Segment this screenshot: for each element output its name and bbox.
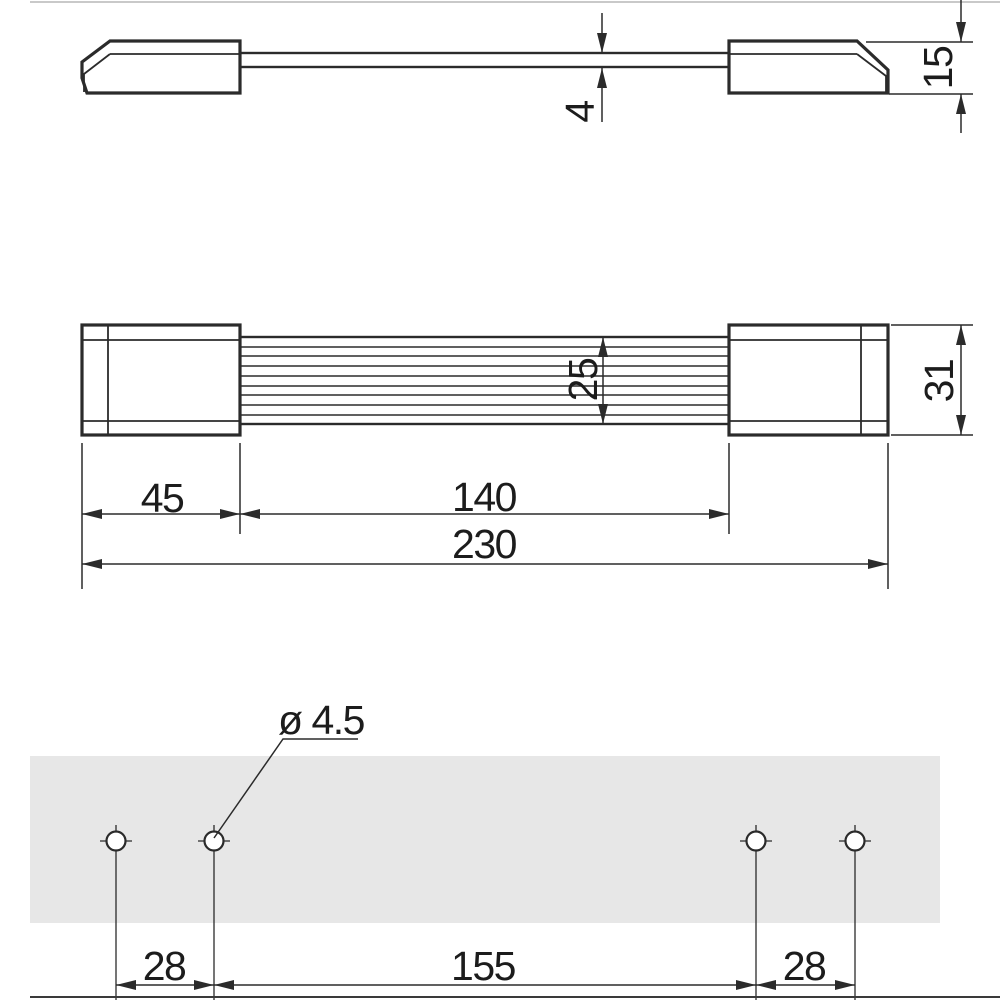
arrow-right-icon: [835, 980, 855, 990]
arrow-down-icon: [956, 415, 966, 435]
dimension-end-cap-length: [82, 475, 240, 521]
grip-section: [240, 337, 729, 424]
arrow-left-icon: [214, 980, 234, 990]
mounting-hole: [747, 832, 766, 851]
dimension-label: 25: [560, 358, 606, 402]
arrow-down-icon: [598, 404, 608, 424]
right-end-cap-edge-lines: [729, 54, 886, 92]
mounting-hole: [846, 832, 865, 851]
dimension-end-cap-width: [891, 325, 973, 435]
arrow-left-icon: [240, 509, 260, 519]
mounting-hole: [107, 832, 126, 851]
arrow-right-icon: [220, 509, 240, 519]
arrow-right-icon: [736, 980, 756, 990]
arrow-left-icon: [82, 559, 102, 569]
mounting-hole: [205, 832, 224, 851]
dimension-overall-length: [82, 521, 888, 569]
dimension-hole-spacing: [214, 943, 756, 990]
arrow-up-icon: [597, 68, 607, 88]
dimension-label: 230: [452, 521, 516, 567]
arrow-right-icon: [868, 559, 888, 569]
dimension-label: 140: [452, 474, 516, 520]
arrow-left-icon: [116, 980, 136, 990]
grip-rib-lines: [240, 347, 729, 415]
right-end-cap-plan-lines: [729, 325, 888, 435]
arrow-left-icon: [756, 980, 776, 990]
dimension-grip-length: [240, 474, 729, 520]
mounting-plate: [30, 756, 940, 923]
mounting-view: [30, 697, 940, 1000]
arrow-up-icon: [956, 94, 966, 114]
side-view: [82, 0, 973, 133]
dimension-label: 4: [557, 101, 603, 123]
right-end-cap-plan: [729, 325, 888, 435]
dimension-label: ø 4.5: [278, 697, 364, 743]
arrow-up-icon: [956, 325, 966, 345]
left-end-cap-edge-lines: [84, 54, 240, 92]
handle-bar-profile: [240, 53, 729, 67]
left-end-cap-profile: [82, 41, 240, 93]
arrow-right-icon: [709, 509, 729, 519]
dimension-label: 45: [140, 475, 184, 521]
dimension-label: 31: [916, 359, 962, 403]
right-end-cap-profile: [729, 41, 888, 93]
left-end-cap-plan-lines: [82, 325, 240, 435]
dimension-right-hole-offset: [756, 943, 855, 990]
dimension-grip-width: [560, 337, 608, 424]
arrow-down-icon: [956, 22, 966, 42]
arrow-left-icon: [82, 509, 102, 519]
dimension-label: 28: [142, 943, 186, 989]
dimension-label: 155: [451, 943, 515, 989]
plan-view: [82, 325, 973, 589]
dimension-label: 15: [915, 46, 961, 90]
dimension-label: 28: [782, 943, 826, 989]
left-end-cap-plan: [82, 325, 240, 435]
dimension-left-hole-offset: [116, 943, 214, 990]
arrow-down-icon: [597, 33, 607, 53]
arrow-right-icon: [194, 980, 214, 990]
